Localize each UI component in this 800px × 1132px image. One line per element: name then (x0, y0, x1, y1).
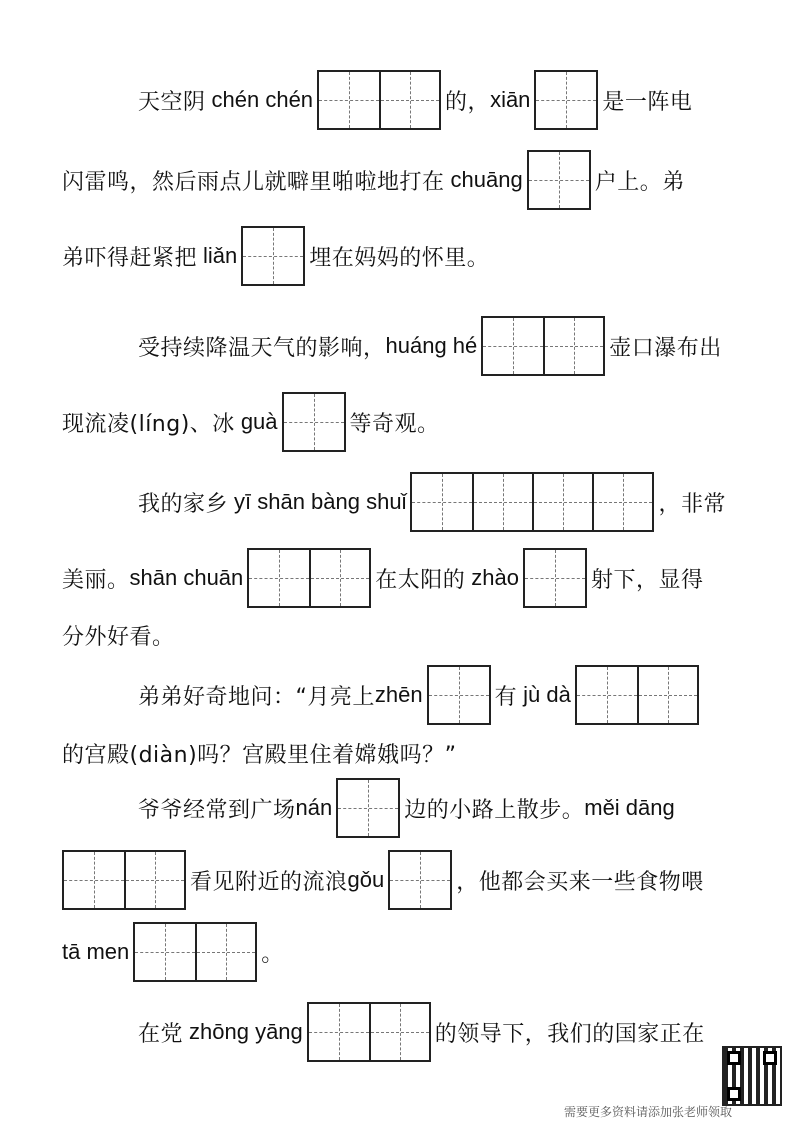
text: 闪雷鸣，然后雨点儿就噼里啪啦地打在 (62, 169, 445, 195)
pinyin: chuāng (450, 167, 523, 192)
text: 户上。弟 (594, 169, 685, 195)
pinyin: gǒu (347, 867, 385, 892)
text: 在党 (138, 1021, 184, 1047)
text: 美丽。 (62, 567, 130, 593)
answer-grid[interactable] (317, 70, 441, 130)
answer-grid[interactable] (241, 226, 305, 286)
line-10 (62, 738, 800, 769)
text: 弟吓得赶紧把 (62, 245, 198, 271)
text: 弟弟好奇地问：“月亮上 (138, 684, 375, 710)
answer-grid[interactable] (247, 548, 371, 608)
pinyin: xiān (490, 87, 531, 112)
line-13 (62, 922, 800, 982)
footer-note: 需要更多资料请添加张老师领取 (563, 1105, 732, 1119)
pinyin: zhēn (374, 682, 423, 707)
text: 。 (261, 941, 284, 967)
text: 等奇观。 (349, 411, 440, 437)
text: 天空阴 (138, 89, 206, 115)
pinyin: nán (295, 795, 333, 820)
pinyin: měi dāng (584, 795, 675, 820)
text: 壶口瀑布出 (609, 335, 722, 361)
answer-grid[interactable] (523, 548, 587, 608)
text: ，他都会买来一些食物喂 (456, 869, 704, 895)
text: 的， (445, 89, 491, 115)
pinyin: shān chuān (129, 565, 244, 590)
line-2 (62, 150, 800, 210)
line-5 (62, 392, 800, 452)
answer-grid[interactable] (307, 1002, 431, 1062)
pinyin: chén chén (211, 87, 314, 112)
line-3 (62, 226, 800, 286)
line-11 (138, 778, 800, 838)
text: 受持续降温天气的影响， (138, 335, 386, 361)
text: 射下，显得 (591, 567, 704, 593)
answer-grid[interactable] (534, 70, 598, 130)
line-9 (138, 665, 800, 725)
text: 的宫殿(diàn)吗？宫殿里住着嫦娥吗？” (62, 743, 457, 768)
pinyin: zhào (471, 565, 520, 590)
answer-grid[interactable] (410, 472, 654, 532)
line-4 (138, 316, 800, 376)
answer-grid[interactable] (575, 665, 699, 725)
pinyin: zhōng yāng (189, 1019, 303, 1044)
text: 看见附近的流浪 (190, 869, 348, 895)
answer-grid[interactable] (427, 665, 491, 725)
text: 在太阳的 (375, 567, 466, 593)
answer-grid[interactable] (336, 778, 400, 838)
text: ，非常 (658, 491, 726, 517)
answer-grid[interactable] (481, 316, 605, 376)
text: 的领导下，我们的国家正在 (434, 1021, 705, 1047)
line-6 (138, 472, 800, 532)
answer-grid[interactable] (388, 850, 452, 910)
line-14 (138, 1002, 800, 1062)
text: 边的小路上散步。 (404, 797, 585, 823)
text: 是一阵电 (602, 89, 693, 115)
answer-grid[interactable] (527, 150, 591, 210)
answer-grid[interactable] (133, 922, 257, 982)
text: 有 (494, 684, 518, 710)
text: 埋在妈妈的怀里。 (309, 245, 490, 271)
pinyin: liǎn (203, 243, 238, 268)
pinyin: guà (240, 409, 278, 434)
line-1 (138, 70, 800, 130)
qr-code-icon (722, 1046, 782, 1106)
pinyin: huáng hé (385, 333, 478, 358)
pinyin: yī shān bàng shuǐ (234, 489, 407, 514)
pinyin: jù dà (523, 682, 571, 707)
line-12 (62, 850, 800, 910)
answer-grid[interactable] (62, 850, 186, 910)
text: 我的家乡 (138, 491, 229, 517)
line-8 (62, 620, 800, 651)
pinyin: tā men (62, 939, 130, 964)
text: 现流凌(líng)、冰 (62, 411, 235, 437)
line-7 (62, 548, 800, 608)
answer-grid[interactable] (282, 392, 346, 452)
text: 爷爷经常到广场 (138, 797, 296, 823)
text: 分外好看。 (62, 625, 175, 650)
